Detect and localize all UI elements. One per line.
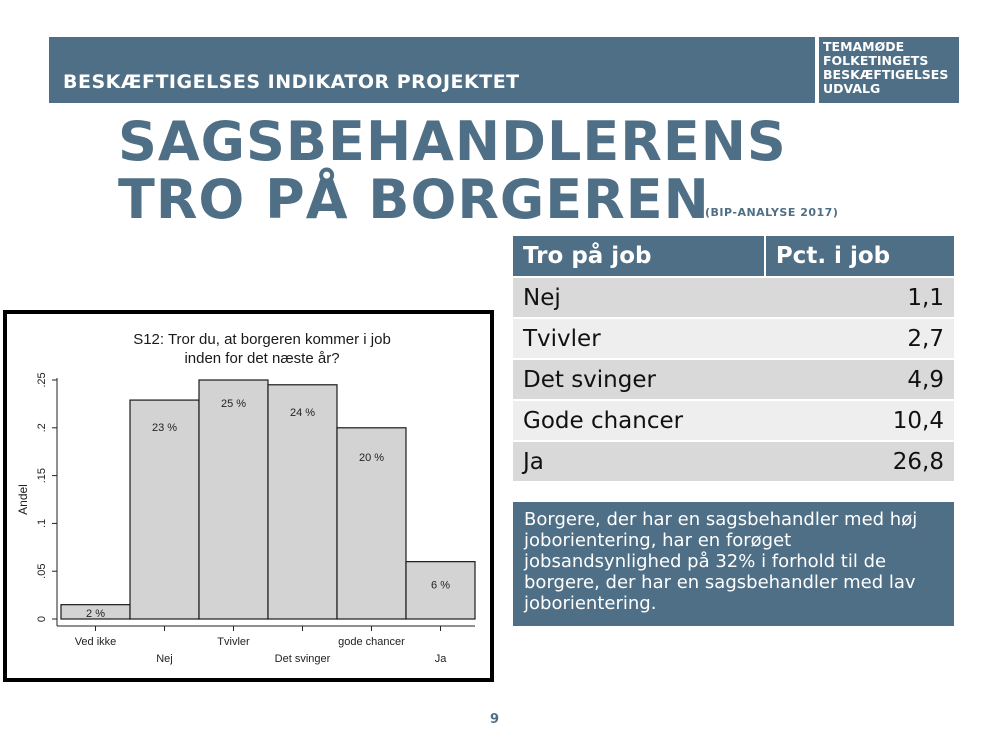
y-tick-label: 0: [36, 615, 48, 623]
x-tick-label: Nej: [156, 653, 173, 665]
bar-data-label: 20 %: [358, 451, 385, 464]
title-line-2: TRO PÅ BORGEREN: [118, 168, 710, 231]
table-cell-value: 10,4: [765, 400, 954, 441]
page-title: [118, 110, 787, 231]
bar: [199, 380, 268, 619]
table-row: [513, 400, 954, 441]
header-banner: [49, 37, 815, 103]
chart-title: inden for det næste år?: [184, 350, 340, 367]
y-tick-label: .15: [36, 467, 48, 484]
table-row: [513, 277, 954, 318]
table-cell-label: Det svinger: [513, 359, 765, 400]
bar: [268, 385, 337, 619]
table-row: [513, 359, 954, 400]
table-row: [513, 318, 954, 359]
table-cell-value: 1,1: [765, 277, 954, 318]
table-cell-label: Ja: [513, 441, 765, 481]
x-tick-label: gode chancer: [338, 636, 405, 648]
page-subtitle: (BIP-ANALYSE 2017): [705, 206, 839, 219]
x-tick-label: Det svinger: [274, 653, 331, 665]
bar-data-label: 24 %: [289, 406, 316, 419]
page-number: 9: [490, 712, 500, 727]
x-tick-label: Ja: [434, 653, 447, 665]
finding-note: Borgere, der har en sagsbehandler med høj joborientering, har en forøget jobsandsynlighed på 32% i forhold til de borgere, der har en sagsbehandler med lav joborientering.: [513, 502, 954, 626]
job-table: [513, 236, 954, 481]
title-line-1: SAGSBEHANDLERENS: [118, 110, 787, 173]
y-tick-label: .1: [36, 518, 48, 528]
bar-data-label: 25 %: [220, 398, 247, 410]
table-cell-value: 4,9: [765, 359, 954, 400]
tag-line: FOLKETINGETS: [823, 53, 929, 68]
x-tick-label: Ved ikke: [74, 636, 117, 648]
table-row: [513, 441, 954, 481]
bar-data-label: 2 %: [86, 608, 105, 620]
event-tag: [819, 37, 959, 103]
bar-data-label: 6 %: [431, 579, 450, 592]
y-tick-label: .2: [36, 423, 48, 433]
x-tick-label: Tvivler: [217, 636, 250, 648]
table-cell-value: 26,8: [765, 441, 954, 481]
table-cell-label: Tvivler: [513, 318, 765, 359]
table-cell-label: Nej: [513, 277, 765, 318]
table-cell-label: Gode chancer: [513, 400, 765, 441]
table-cell-value: 2,7: [765, 318, 954, 359]
chart-title: S12: Tror du, at borgeren kommer i job: [133, 331, 391, 348]
table-header-row: [513, 236, 954, 277]
tag-line: TEMAMØDE: [823, 39, 905, 54]
bar-data-label: 23 %: [151, 422, 178, 435]
tag-line: UDVALG: [823, 81, 881, 96]
chart-frame: [3, 310, 494, 682]
table-header-pct: Pct. i job: [765, 236, 954, 277]
tag-line: BESKÆFTIGELSES: [823, 67, 949, 82]
banner-title: BESKÆFTIGELSES INDIKATOR PROJEKTET: [63, 71, 520, 93]
table-header-belief: Tro på job: [513, 236, 765, 277]
y-tick-label: .05: [36, 563, 48, 579]
bar-chart: [7, 314, 490, 678]
y-axis-label: Andel: [16, 484, 30, 515]
y-tick-label: .25: [36, 372, 48, 388]
